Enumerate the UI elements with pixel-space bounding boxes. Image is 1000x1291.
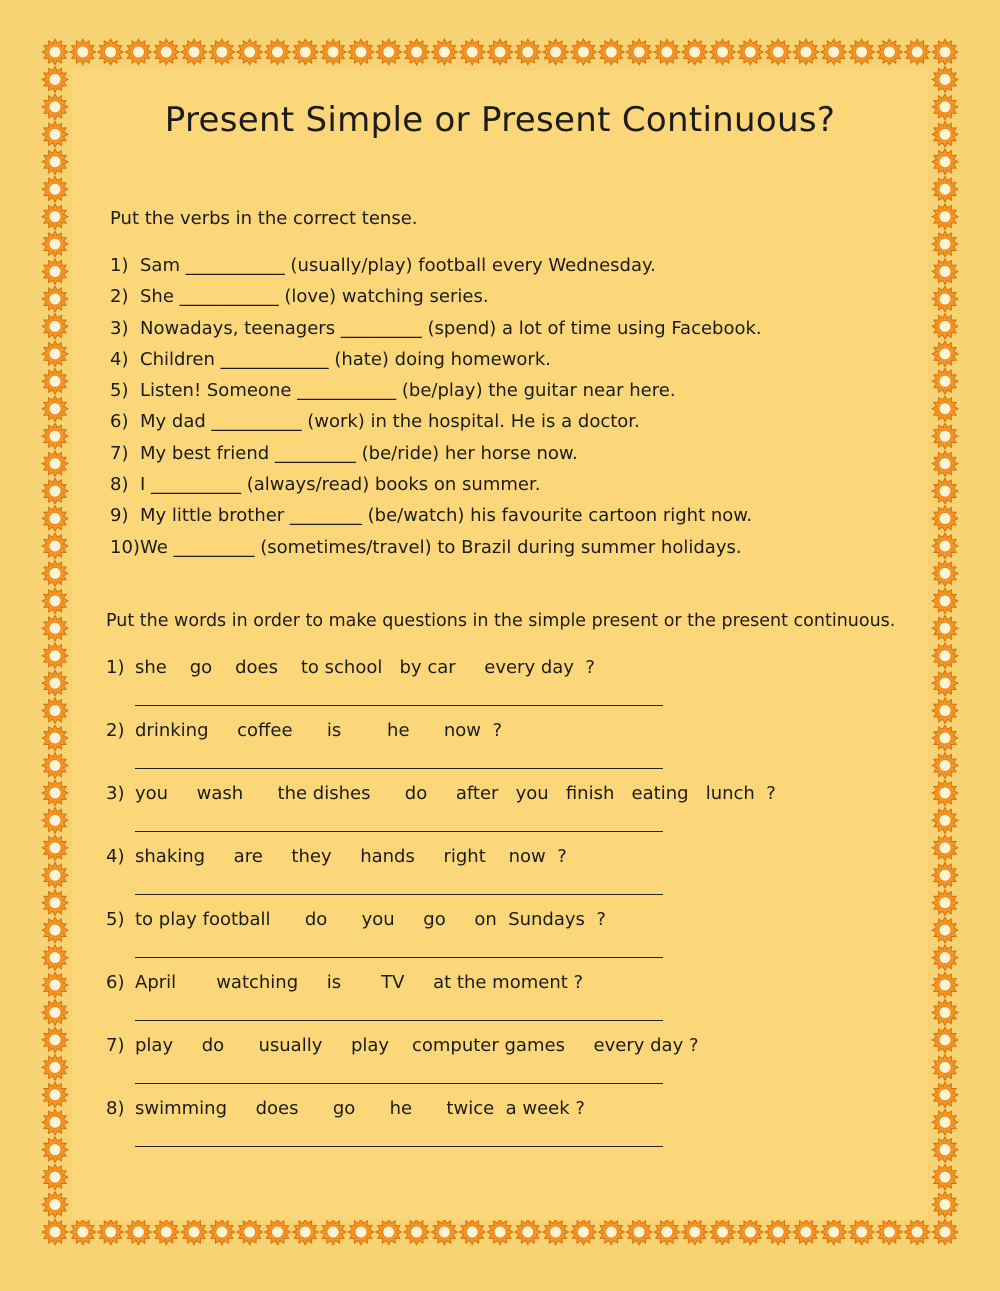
answer-line[interactable] — [135, 768, 663, 769]
item-text: Listen! Someone ___________ (be/play) the guitar near here. — [140, 380, 676, 402]
sunflower-icon — [932, 643, 958, 669]
sunflower-icon — [70, 1219, 96, 1245]
sunflower-icon — [42, 972, 68, 998]
scrambled-words: shaking are they hands right now ? — [135, 846, 567, 867]
sunflower-icon — [932, 1109, 958, 1135]
list-item — [110, 410, 762, 441]
sunflower-icon — [487, 1219, 513, 1245]
sunflower-icon — [515, 1219, 541, 1245]
sunflower-icon — [932, 286, 958, 312]
sunflower-icon — [42, 560, 68, 586]
sunflower-icon — [42, 1164, 68, 1190]
sunflower-icon — [42, 1054, 68, 1080]
sunflower-icon — [42, 39, 68, 65]
sunflower-icon — [42, 999, 68, 1025]
sunflower-icon — [348, 39, 374, 65]
exercise2-instruction: Put the words in order to make questions in the simple present or the present continuous. — [106, 611, 896, 631]
sunflower-icon — [932, 204, 958, 230]
list-item — [110, 285, 762, 316]
list-item — [110, 254, 762, 285]
sunflower-icon — [849, 1219, 875, 1245]
sunflower-icon — [42, 725, 68, 751]
sunflower-icon — [737, 1219, 763, 1245]
item-number: 6) — [106, 972, 125, 993]
sunflower-icon — [932, 396, 958, 422]
sunflower-icon — [932, 725, 958, 751]
exercise2-list — [106, 654, 776, 1158]
sunflower-icon — [42, 807, 68, 833]
sunflower-icon — [292, 39, 318, 65]
sunflower-icon — [459, 1219, 485, 1245]
sunflower-icon — [376, 39, 402, 65]
item-text: We _________ (sometimes/travel) to Brazil during summer holidays. — [140, 536, 742, 558]
sunflower-icon — [682, 39, 708, 65]
sunflower-icon — [42, 1137, 68, 1163]
item-number: 1) — [106, 657, 125, 678]
sunflower-icon — [209, 1219, 235, 1245]
item-number: 3) — [106, 783, 125, 804]
sunflower-icon — [42, 423, 68, 449]
sunflower-icon — [237, 39, 263, 65]
sunflower-icon — [876, 1219, 902, 1245]
sunflower-icon — [682, 1219, 708, 1245]
scrambled-words: swimming does go he twice a week ? — [135, 1098, 585, 1119]
sunflower-icon — [431, 39, 457, 65]
sunflower-icon — [487, 39, 513, 65]
sunflower-icon — [821, 1219, 847, 1245]
sunflower-icon — [654, 39, 680, 65]
sunflower-icon — [181, 1219, 207, 1245]
question-item — [106, 906, 776, 969]
question-item — [106, 969, 776, 1032]
item-number: 6) — [110, 411, 129, 433]
sunflower-icon — [932, 1219, 958, 1245]
sunflower-icon — [932, 972, 958, 998]
list-item — [110, 348, 762, 379]
list-item — [110, 536, 762, 567]
sunflower-icon — [849, 39, 875, 65]
sunflower-icon — [42, 66, 68, 92]
item-text: Children ____________ (hate) doing homework. — [140, 348, 551, 370]
sunflower-icon — [932, 999, 958, 1025]
sunflower-icon — [932, 560, 958, 586]
sunflower-icon — [42, 176, 68, 202]
sunflower-icon — [42, 780, 68, 806]
sunflower-icon — [932, 807, 958, 833]
scrambled-words: drinking coffee is he now ? — [135, 720, 502, 741]
sunflower-icon — [626, 1219, 652, 1245]
sunflower-icon — [543, 39, 569, 65]
sunflower-icon — [932, 478, 958, 504]
question-item — [106, 717, 776, 780]
question-item — [106, 1032, 776, 1095]
sunflower-icon — [209, 39, 235, 65]
sunflower-icon — [42, 698, 68, 724]
sunflower-icon — [404, 39, 430, 65]
item-number: 4) — [110, 348, 129, 370]
answer-line[interactable] — [135, 957, 663, 958]
sunflower-icon — [765, 39, 791, 65]
item-number: 2) — [106, 720, 125, 741]
sunflower-icon — [932, 451, 958, 477]
sunflower-icon — [932, 66, 958, 92]
sunflower-icon — [626, 39, 652, 65]
sunflower-icon — [932, 533, 958, 559]
list-item — [110, 317, 762, 348]
answer-line[interactable] — [135, 1146, 663, 1147]
sunflower-icon — [793, 39, 819, 65]
sunflower-icon — [98, 39, 124, 65]
exercise1-list — [110, 254, 762, 567]
sunflower-icon — [42, 835, 68, 861]
sunflower-icon — [42, 1192, 68, 1218]
list-item — [110, 379, 762, 410]
sunflower-icon — [932, 698, 958, 724]
sunflower-icon — [932, 1192, 958, 1218]
sunflower-icon — [793, 1219, 819, 1245]
sunflower-icon — [543, 1219, 569, 1245]
sunflower-icon — [237, 1219, 263, 1245]
sunflower-icon — [42, 396, 68, 422]
sunflower-icon — [765, 1219, 791, 1245]
sunflower-icon — [42, 478, 68, 504]
sunflower-icon — [42, 1082, 68, 1108]
sunflower-icon — [42, 945, 68, 971]
answer-line[interactable] — [135, 894, 663, 895]
sunflower-icon — [932, 341, 958, 367]
sunflower-icon — [932, 862, 958, 888]
sunflower-icon — [932, 780, 958, 806]
sunflower-icon — [932, 835, 958, 861]
item-number: 8) — [110, 474, 129, 496]
sunflower-icon — [42, 862, 68, 888]
question-item — [106, 843, 776, 906]
sunflower-icon — [42, 506, 68, 532]
exercise1-instruction: Put the verbs in the correct tense. — [110, 208, 418, 229]
sunflower-icon — [821, 39, 847, 65]
sunflower-icon — [98, 1219, 124, 1245]
sunflower-icon — [515, 39, 541, 65]
sunflower-icon — [710, 39, 736, 65]
item-text: My little brother ________ (be/watch) his favourite cartoon right now. — [140, 505, 753, 527]
sunflower-icon — [737, 39, 763, 65]
sunflower-icon — [932, 149, 958, 175]
sunflower-icon — [932, 1137, 958, 1163]
item-text: Sam ___________ (usually/play) football every Wednesday. — [140, 255, 656, 276]
sunflower-icon — [932, 39, 958, 65]
question-item — [106, 654, 776, 717]
sunflower-icon — [570, 39, 596, 65]
question-item — [106, 780, 776, 843]
sunflower-icon — [42, 286, 68, 312]
sunflower-icon — [932, 1054, 958, 1080]
sunflower-icon — [932, 588, 958, 614]
sunflower-icon — [42, 1027, 68, 1053]
sunflower-icon — [932, 1082, 958, 1108]
sunflower-icon — [42, 670, 68, 696]
item-number: 3) — [110, 317, 129, 339]
sunflower-icon — [153, 1219, 179, 1245]
item-number: 2) — [110, 286, 129, 308]
item-text: I __________ (always/read) books on summer. — [140, 474, 541, 496]
sunflower-icon — [932, 423, 958, 449]
sunflower-icon — [42, 149, 68, 175]
sunflower-icon — [904, 39, 930, 65]
sunflower-icon — [125, 39, 151, 65]
sunflower-icon — [265, 39, 291, 65]
sunflower-icon — [404, 1219, 430, 1245]
sunflower-icon — [42, 643, 68, 669]
sunflower-icon — [932, 615, 958, 641]
sunflower-icon — [42, 368, 68, 394]
question-item — [106, 1095, 776, 1158]
sunflower-icon — [265, 1219, 291, 1245]
answer-line[interactable] — [135, 1020, 663, 1021]
scrambled-words: she go does to school by car every day ? — [135, 657, 595, 678]
sunflower-icon — [376, 1219, 402, 1245]
sunflower-icon — [320, 1219, 346, 1245]
sunflower-icon — [654, 1219, 680, 1245]
sunflower-icon — [42, 341, 68, 367]
item-text: Nowadays, teenagers _________ (spend) a lot of time using Facebook. — [140, 317, 762, 339]
sunflower-icon — [320, 39, 346, 65]
sunflower-icon — [42, 204, 68, 230]
scrambled-words: play do usually play computer games every day ? — [135, 1035, 699, 1056]
sunflower-icon — [904, 1219, 930, 1245]
sunflower-icon — [932, 1027, 958, 1053]
sunflower-icon — [932, 945, 958, 971]
item-number: 7) — [110, 442, 129, 464]
sunflower-icon — [70, 39, 96, 65]
sunflower-icon — [42, 451, 68, 477]
answer-line[interactable] — [135, 705, 663, 706]
sunflower-icon — [42, 917, 68, 943]
item-text: My best friend _________ (be/ride) her horse now. — [140, 442, 578, 464]
sunflower-icon — [932, 506, 958, 532]
sunflower-icon — [42, 615, 68, 641]
item-number: 8) — [106, 1098, 125, 1119]
item-text: She ___________ (love) watching series. — [140, 286, 489, 308]
sunflower-icon — [932, 259, 958, 285]
sunflower-icon — [710, 1219, 736, 1245]
sunflower-icon — [431, 1219, 457, 1245]
sunflower-icon — [181, 39, 207, 65]
sunflower-icon — [932, 752, 958, 778]
item-number: 9) — [110, 505, 129, 527]
sunflower-icon — [348, 1219, 374, 1245]
list-item — [110, 442, 762, 473]
scrambled-words: you wash the dishes do after you finish eating lunch ? — [135, 783, 776, 804]
sunflower-icon — [932, 890, 958, 916]
sunflower-icon — [42, 1219, 68, 1245]
sunflower-icon — [570, 1219, 596, 1245]
list-item — [110, 504, 762, 535]
sunflower-icon — [42, 259, 68, 285]
item-number: 7) — [106, 1035, 125, 1056]
list-item — [110, 473, 762, 504]
sunflower-icon — [42, 231, 68, 257]
sunflower-icon — [42, 533, 68, 559]
sunflower-icon — [876, 39, 902, 65]
sunflower-icon — [125, 1219, 151, 1245]
item-number: 4) — [106, 846, 125, 867]
sunflower-icon — [42, 313, 68, 339]
sunflower-icon — [153, 39, 179, 65]
page-title: Present Simple or Present Continuous? — [164, 100, 836, 140]
sunflower-icon — [932, 231, 958, 257]
sunflower-icon — [42, 752, 68, 778]
answer-line[interactable] — [135, 1083, 663, 1084]
item-number: 5) — [106, 909, 125, 930]
sunflower-icon — [932, 368, 958, 394]
sunflower-icon — [932, 917, 958, 943]
item-text: My dad __________ (work) in the hospital. He is a doctor. — [140, 411, 640, 433]
item-number: 10) — [110, 536, 140, 558]
scrambled-words: April watching is TV at the moment ? — [135, 972, 584, 993]
item-number: 5) — [110, 380, 129, 402]
sunflower-icon — [459, 39, 485, 65]
sunflower-icon — [292, 1219, 318, 1245]
sunflower-icon — [42, 588, 68, 614]
sunflower-icon — [42, 890, 68, 916]
sunflower-icon — [932, 176, 958, 202]
sunflower-icon — [932, 670, 958, 696]
sunflower-icon — [932, 313, 958, 339]
sunflower-icon — [598, 39, 624, 65]
item-number: 1) — [110, 255, 129, 276]
sunflower-icon — [598, 1219, 624, 1245]
answer-line[interactable] — [135, 831, 663, 832]
sunflower-icon — [932, 1164, 958, 1190]
sunflower-icon — [42, 1109, 68, 1135]
scrambled-words: to play football do you go on Sundays ? — [135, 909, 606, 930]
